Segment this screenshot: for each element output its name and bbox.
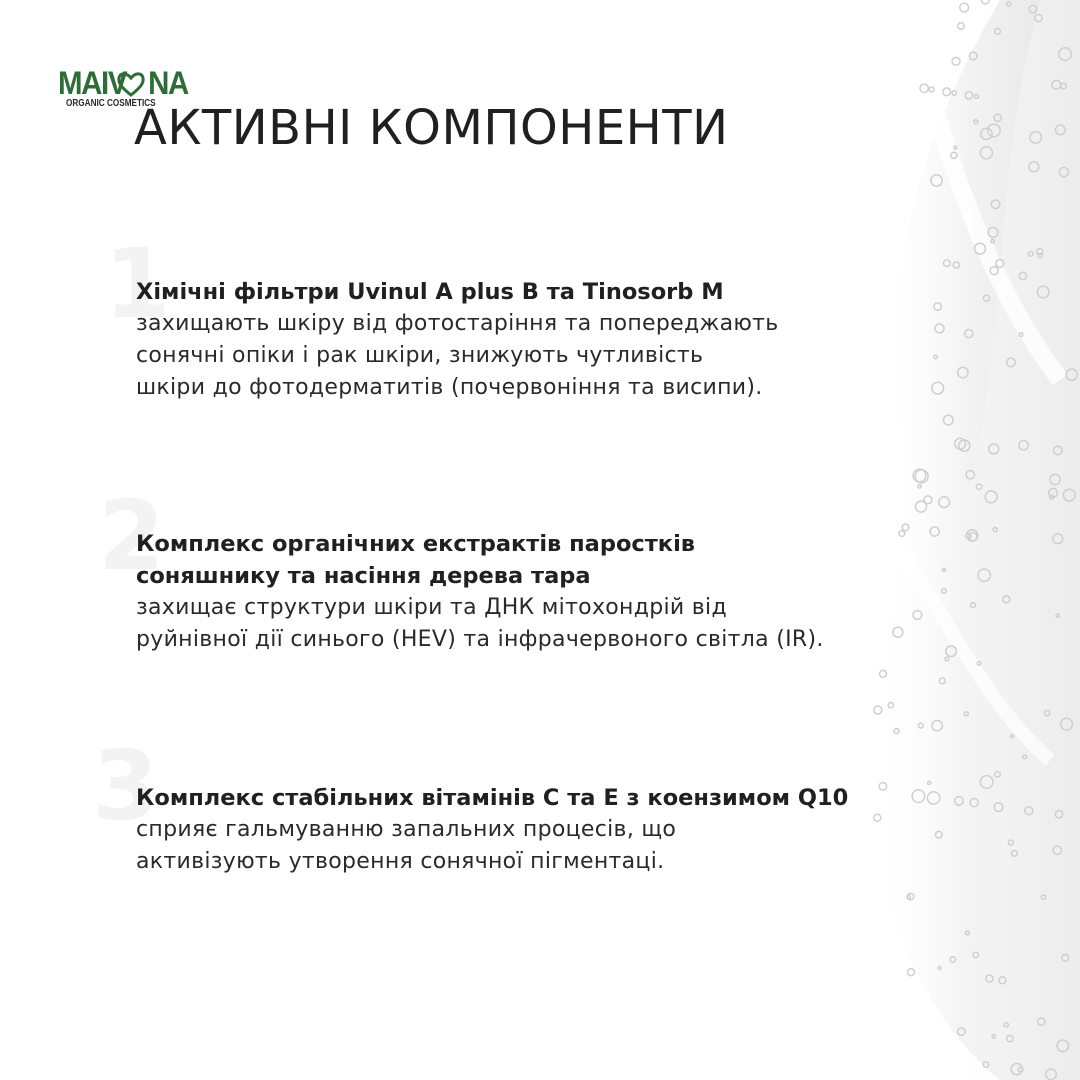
bubble <box>952 57 960 65</box>
heart-icon <box>116 70 146 98</box>
bubble <box>958 23 965 30</box>
brand-tagline: ORGANIC COSMETICS <box>66 97 156 109</box>
item-number: 1 <box>104 228 171 340</box>
item-heading-line: Комплекс стабільних вітамінів C та E з коензимом Q10 <box>136 785 849 811</box>
item-heading-line: Хімічні фільтри Uvinul A plus B та Tinosorb M <box>136 279 724 305</box>
item-number: 2 <box>98 480 165 592</box>
item-number: 3 <box>92 730 159 842</box>
item-description-line: руйнівної дії синього (HEV) та інфрачервоного світла (IR). <box>136 627 824 652</box>
item-text <box>136 782 848 878</box>
bubble <box>982 0 990 4</box>
bubble <box>943 88 951 96</box>
item-text <box>136 528 824 656</box>
item-description-line: захищає структури шкіри та ДНК мітохондрій від <box>136 595 727 620</box>
item-heading <box>136 276 779 308</box>
item-heading <box>136 528 824 592</box>
item-description <box>136 308 779 404</box>
item-description <box>136 592 824 656</box>
page-title: АКТИВНІ КОМПОНЕНТИ <box>134 100 729 156</box>
bubble <box>908 969 915 976</box>
bubble <box>960 3 969 12</box>
item-description-line: активізують утворення сонячної пігментаці. <box>136 849 665 874</box>
item-description-line: шкіри до фотодерматитів (почервоніння та висипи). <box>136 375 763 400</box>
item-heading-line: соняшнику та насіння дерева тара <box>136 563 591 589</box>
item-heading <box>136 782 848 814</box>
item-description-line: захищають шкіру від фотостаріння та попереджають <box>136 311 779 336</box>
item-text <box>136 276 779 404</box>
item-heading-line: Комплекс органічних екстрактів паростків <box>136 531 696 557</box>
item-description-line: сприяє гальмуванню запальних процесів, що <box>136 817 677 842</box>
item-description-line: сонячні опіки і рак шкіри, знижують чутливість <box>136 343 704 368</box>
brand-wordmark: MAIV NA <box>58 65 188 101</box>
item-description <box>136 814 848 878</box>
